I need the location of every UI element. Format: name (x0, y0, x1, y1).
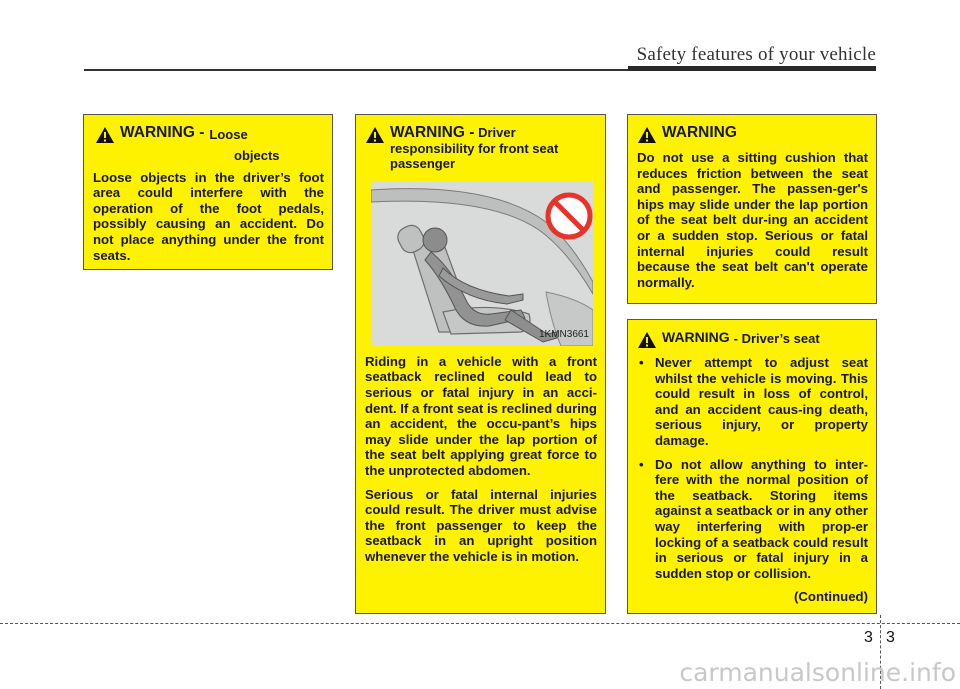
warning-heading (637, 330, 868, 349)
watermark: carmanualsonline.info (679, 658, 956, 687)
warning-paragraph: Riding in a vehicle with a front seatback reclined could lead to serious or fatal injury in an acci-dent. If a front seat is reclined during an accident, the occu-pant’s hips may slide under the lap portion of the seat belt applying great force to the unprotected abdomen. (365, 353, 597, 478)
warning-panel-drivers-seat (627, 319, 877, 614)
warning-label: WARNING - (390, 124, 475, 141)
list-item: • Do not allow anything to inter-fere with the normal position of the seatback. Storing items against a seatback or in any other way interfering with prop-er locking of a seatback could result in serious or fatal injury in a sudden stop or collision. (637, 457, 868, 582)
reclined-passenger-image (371, 182, 593, 346)
page-header-title: Safety features of your vehicle (636, 44, 876, 65)
warning-triangle-icon (637, 126, 657, 144)
warning-subject-continued: objects (234, 148, 280, 163)
page-number: 3 (886, 629, 895, 646)
header-tab-bar (628, 66, 876, 71)
warning-heading (93, 125, 324, 144)
warning-triangle-icon (95, 126, 115, 144)
warning-label: WARNING (662, 124, 737, 141)
warning-label: WARNING - (120, 124, 205, 141)
continued-note: (Continued) (794, 589, 868, 605)
warning-label: WARNING (662, 329, 730, 345)
warning-body: Loose objects in the driver’s foot area could interfere with the operation of the foot pedals, possibly causing an accident. Do not place anything under the front seats. (93, 169, 324, 263)
warning-heading (365, 125, 597, 172)
chapter-number: 3 (864, 629, 873, 646)
warning-subject: Driver responsibility for front seat passenger (390, 125, 559, 172)
warning-body (365, 354, 597, 565)
warning-bullet-list (637, 355, 868, 581)
warning-heading (637, 125, 868, 144)
list-item: • Never attempt to adjust seat whilst the vehicle is moving. This could result in loss of control, and an accident caus-ing death, serious injury, or property damage. (637, 355, 868, 449)
reclined-seat-illustration (371, 182, 593, 346)
warning-panel-driver-responsibility (355, 114, 606, 614)
prohibition-icon (548, 195, 590, 237)
warning-body: Do not use a sitting cushion that reduces friction between the seat and passenger. The passen-ger's hips may slide under the lap portion of the seat belt dur-ing an accident or a sudden stop. Serious or fatal internal injuries could result because the seat belt can't operate normally. (637, 150, 868, 290)
warning-triangle-icon (637, 331, 657, 349)
warning-panel-loose-objects (83, 114, 333, 270)
warning-subject: Loose (209, 127, 248, 142)
warning-subject: - Driver’s seat (733, 331, 820, 346)
image-code: 1KMN3661 (538, 329, 589, 341)
warning-paragraph: Serious or fatal internal injuries could result. The driver must advise the front passenger to keep the seatback in an upright position whenever the vehicle is in motion. (365, 486, 597, 564)
warning-triangle-icon (365, 126, 385, 144)
warning-panel-sitting-cushion (627, 114, 877, 304)
footer-rule (0, 623, 960, 624)
